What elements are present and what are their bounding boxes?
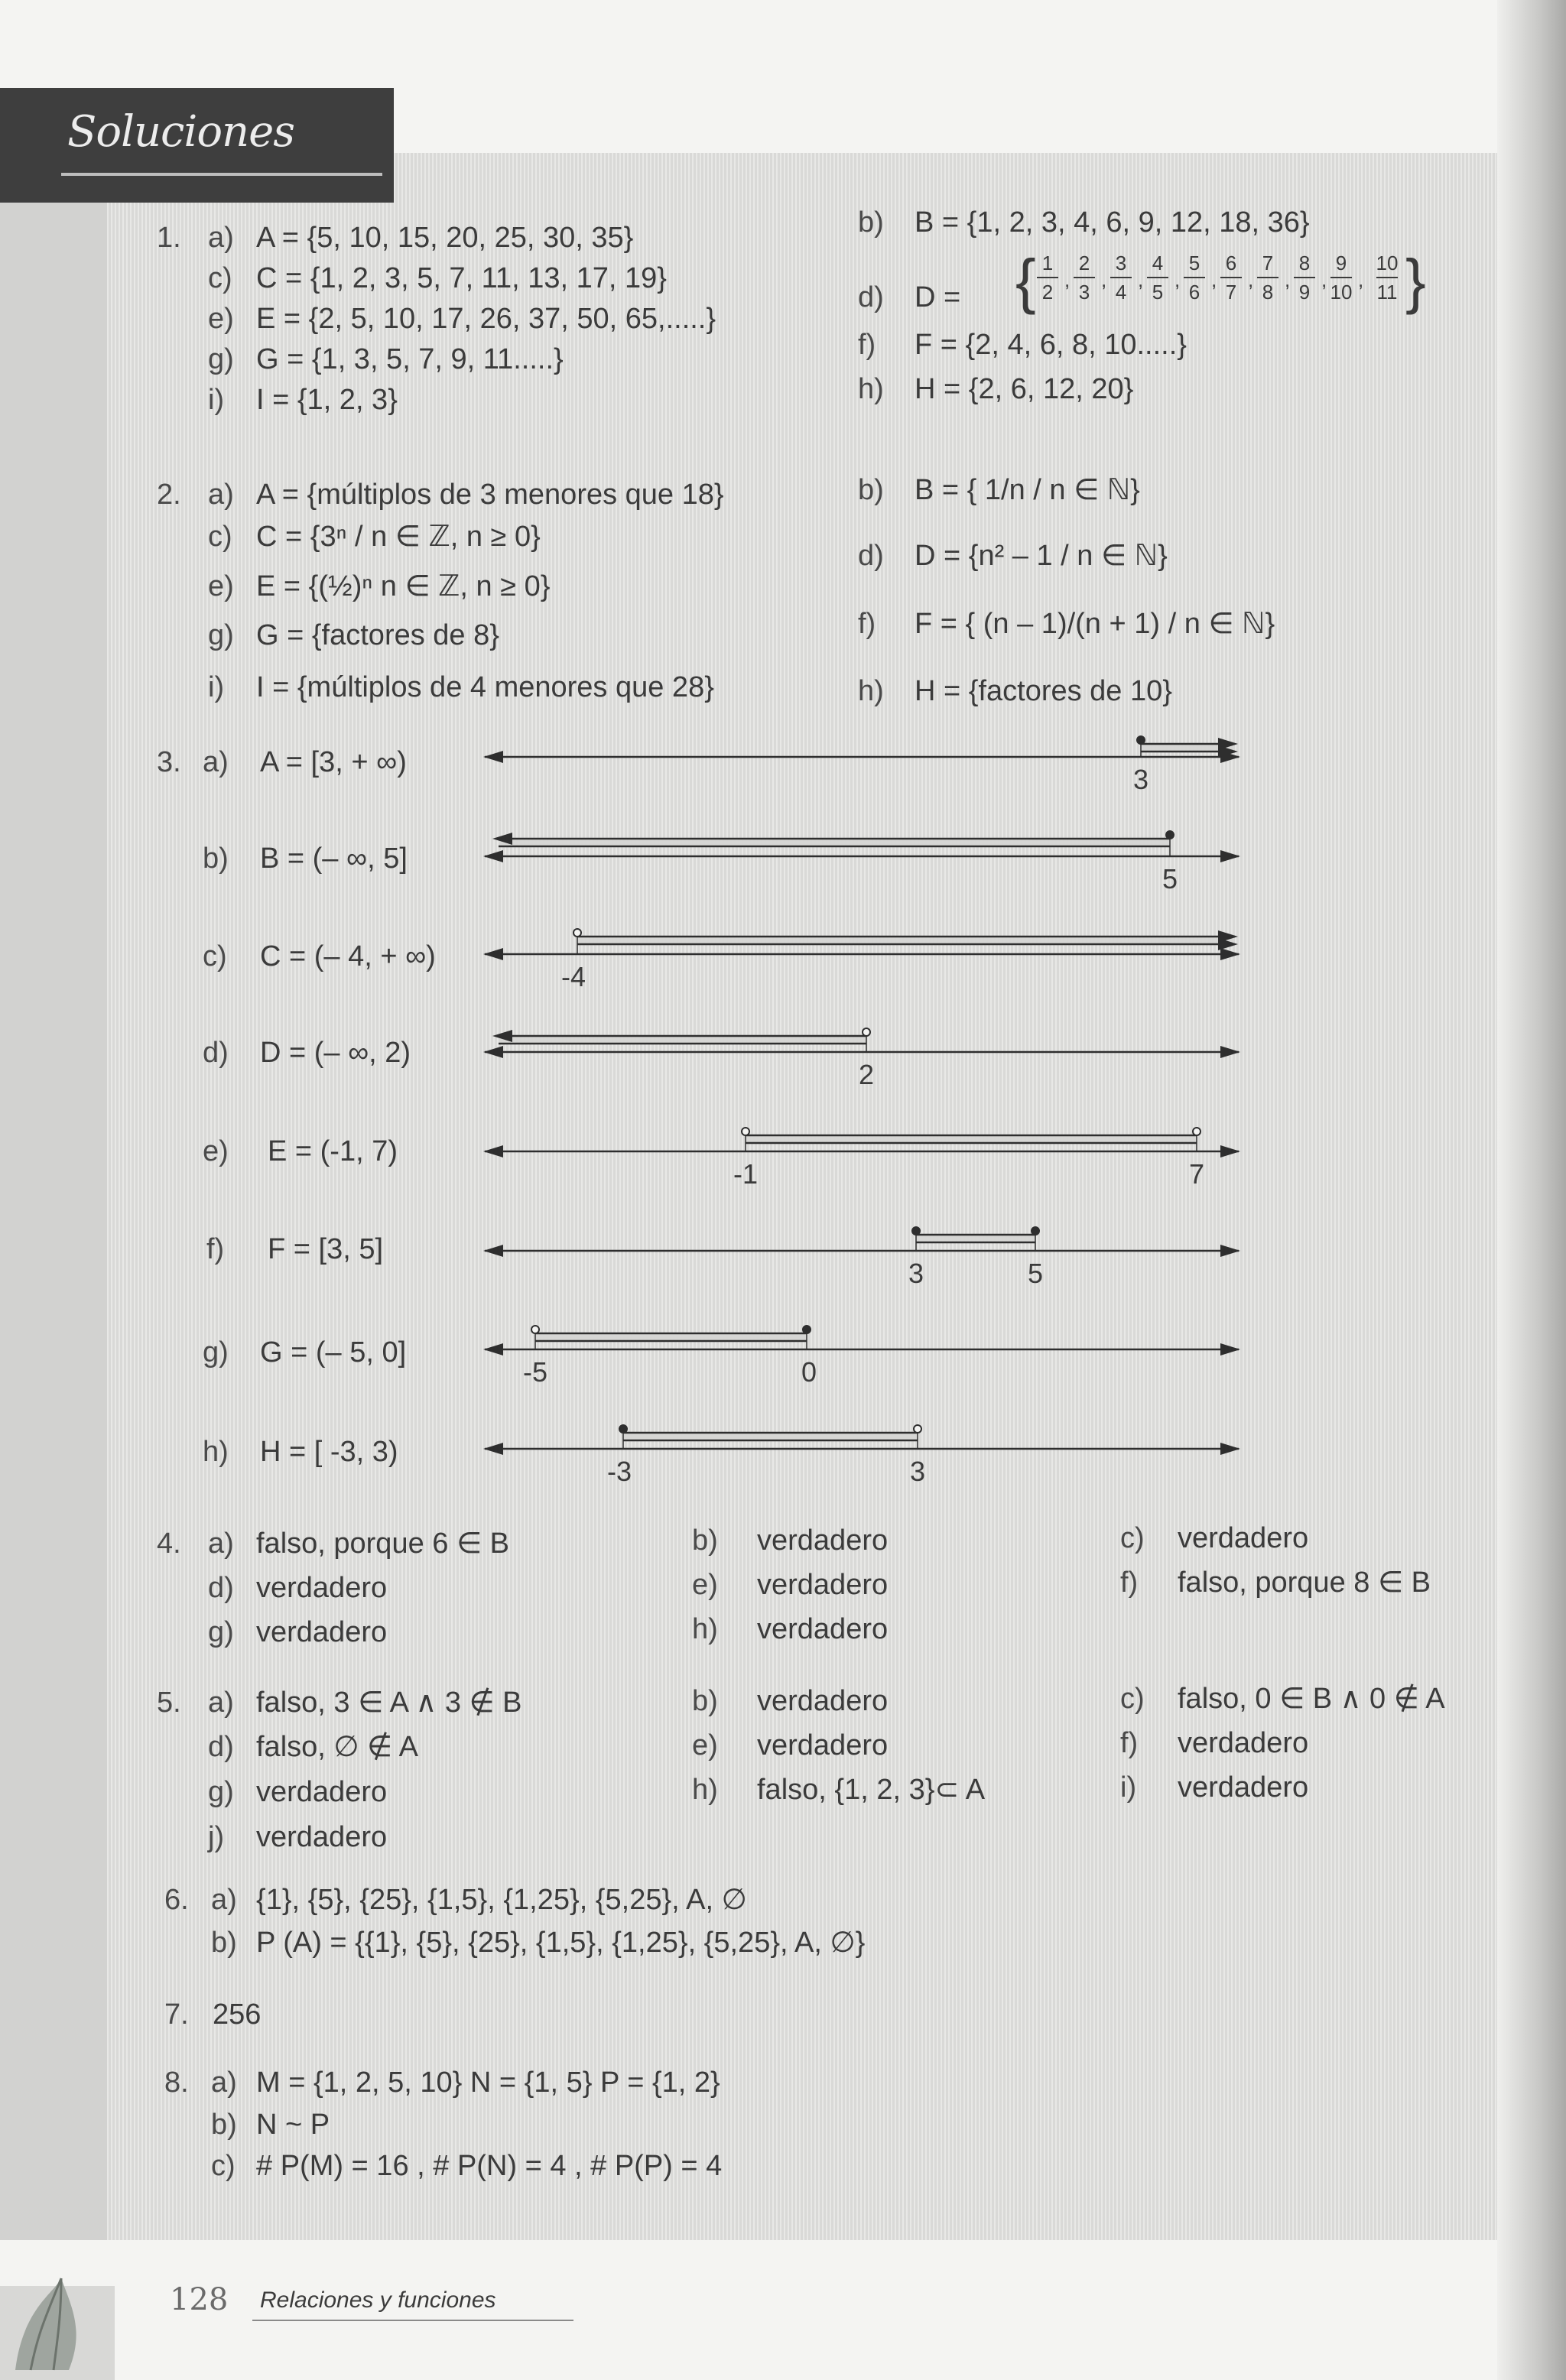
interval-band-fill [577,937,1235,944]
item-label: b) [211,2109,237,2141]
header-underline [61,173,382,176]
number-line-h [482,1418,1262,1487]
item-label: b) [858,474,884,506]
item-label: d) [858,281,884,313]
item-label: e) [203,1135,229,1167]
arrow-left [483,751,503,763]
fraction-denominator: 10 [1330,281,1353,304]
closed-endpoint [1137,736,1145,744]
interval-definition: A = [3, + ∞) [260,746,407,778]
open-endpoint [742,1128,749,1135]
answer-text: verdadero [757,1729,889,1761]
answer-text: falso, 0 ∈ B ∧ 0 ∉ A [1178,1683,1445,1715]
tick-label: 2 [858,1059,875,1090]
set-definition: A = {5, 10, 15, 20, 25, 30, 35} [256,222,634,254]
svg-text:{: { [1015,248,1036,315]
arrow-right [1220,1343,1240,1356]
answer-text: verdadero [757,1569,889,1601]
answer-text: verdadero [256,1616,388,1648]
answer-text: verdadero [757,1685,889,1717]
item-label: h) [203,1436,229,1468]
fraction-numerator: 6 [1225,252,1237,274]
answer-text: P (A) = {{1}, {5}, {25}, {1,5}, {1,25}, {5,25}, A, ∅} [256,1927,866,1959]
fraction-comma: , [1321,268,1327,291]
closed-endpoint [912,1227,920,1235]
answer-text: falso, ∅ ∉ A [256,1731,418,1763]
fraction-set [1015,248,1428,317]
fraction-numerator: 3 [1115,252,1127,274]
tick-label: 7 [1188,1158,1205,1190]
fraction-denominator: 8 [1262,281,1274,304]
item-label: f) [858,608,876,640]
interval-definition: G = (– 5, 0] [260,1336,407,1369]
fraction-comma: , [1101,268,1107,291]
interval-band-fill [499,1036,866,1044]
item-label: h) [858,373,884,405]
fraction-comma: , [1285,268,1291,291]
interval-definition: H = [ -3, 3) [260,1436,398,1468]
fraction-numerator: 9 [1335,252,1347,274]
set-definition: D = [915,281,961,313]
item-label: b) [692,1524,718,1557]
fraction-numerator: 7 [1262,252,1274,274]
item-label: b) [211,1927,237,1959]
item-label: b) [692,1685,718,1717]
item-label: e) [208,570,234,602]
tick-label: 3 [908,1258,924,1289]
item-label: a) [211,2067,237,2099]
closed-endpoint [1166,831,1174,839]
tick-label: -1 [733,1158,759,1190]
interval-definition: B = (– ∞, 5] [260,843,408,875]
arrow-left [483,1245,503,1257]
item-label: g) [208,1616,234,1648]
fraction-denominator: 11 [1376,281,1398,304]
set-definition: C = {3ⁿ / n ∈ ℤ, n ≥ 0} [256,521,541,553]
item-label: f) [858,329,876,361]
open-endpoint [1193,1128,1200,1135]
fraction-numerator: 1 [1041,252,1054,274]
interval-band-fill [623,1433,918,1440]
fraction-denominator: 3 [1078,281,1090,304]
item-label: a) [208,222,234,254]
item-label: h) [858,675,884,707]
answer-text: verdadero [1178,1522,1309,1554]
answer-text: N ~ P [256,2109,330,2141]
item-label: a) [208,1687,234,1719]
item-label: c) [211,2150,236,2182]
fraction-denominator: 9 [1298,281,1311,304]
answer-text: 256 [213,1998,262,2031]
item-label: c) [1120,1522,1145,1554]
svg-text:}: } [1405,248,1426,315]
set-definition: D = {n² – 1 / n ∈ ℕ} [915,540,1168,572]
item-label: h) [692,1774,718,1806]
item-label: d) [208,1572,234,1604]
answer-text: verdadero [256,1776,388,1808]
fraction-comma: , [1248,268,1254,291]
arrow-left [483,1046,503,1058]
number-line-b [482,826,1262,895]
closed-endpoint [619,1425,627,1433]
exercise-number: 4. [157,1528,181,1560]
tick-label: 3 [909,1456,926,1487]
arrow-right [1220,850,1240,862]
fraction-comma: , [1358,268,1364,291]
set-definition: E = {2, 5, 10, 17, 26, 37, 50, 65,.....} [256,303,716,335]
exercise-number: 6. [164,1884,189,1916]
item-label: a) [208,479,234,511]
interval-band-fill [916,1235,1035,1242]
answer-text: # P(M) = 16 , # P(N) = 4 , # P(P) = 4 [256,2150,723,2182]
answer-text: verdadero [757,1613,889,1645]
arrow-right [1220,1046,1240,1058]
arrow-left [483,1343,503,1356]
arrow-left [483,850,503,862]
answer-text: verdadero [1178,1771,1309,1804]
fraction-set-figure [1015,248,1428,317]
item-label: e) [208,303,234,335]
fraction-denominator: 5 [1152,281,1164,304]
item-label: i) [208,384,225,416]
set-definition: F = {2, 4, 6, 8, 10.....} [915,329,1187,361]
exercise-number: 1. [157,222,181,254]
closed-endpoint [803,1326,811,1333]
number-line-e [482,1121,1262,1190]
tick-label: 3 [1132,764,1149,795]
item-label: d) [208,1731,234,1763]
interval-band-fill [746,1135,1197,1143]
page-edge-shadow [1497,0,1566,2380]
footer-title: Relaciones y funciones [260,2287,496,2313]
set-definition: I = {1, 2, 3} [256,384,398,416]
answer-text: verdadero [1178,1727,1309,1759]
page-title: Soluciones [67,107,294,157]
tick-label: -3 [606,1456,632,1487]
answer-text: falso, 3 ∈ A ∧ 3 ∉ B [256,1687,522,1719]
footer-rule [252,2320,573,2321]
fraction-denominator: 6 [1188,281,1200,304]
answer-text: falso, {1, 2, 3}⊂ A [757,1774,986,1806]
exercise-number: 7. [164,1998,189,2031]
closed-endpoint [1032,1227,1039,1235]
item-label: g) [208,1776,234,1808]
fraction-numerator: 10 [1376,252,1399,274]
fraction-comma: , [1138,268,1144,291]
exercise-number: 2. [157,479,181,511]
corner-decoration [0,2255,115,2380]
fraction-numerator: 4 [1152,252,1164,274]
item-label: f) [1120,1567,1139,1599]
fraction-numerator: 2 [1078,252,1090,274]
item-label: c) [208,521,232,553]
interval-definition: E = (-1, 7) [268,1135,398,1167]
set-definition: B = { 1/n / n ∈ ℕ} [915,474,1140,506]
item-label: d) [203,1037,229,1069]
fraction-comma: , [1064,268,1071,291]
set-definition: H = {2, 6, 12, 20} [915,373,1134,405]
open-endpoint [863,1028,870,1036]
item-label: j) [208,1821,225,1853]
number-line-a [482,726,1262,795]
arrow-right [1220,948,1240,960]
interval-band-fill [535,1333,807,1341]
page-number: 128 [170,2282,229,2317]
answer-text: verdadero [256,1821,388,1853]
item-label: b) [858,206,884,239]
fraction-comma: , [1211,268,1217,291]
arrow-right [1220,1145,1240,1158]
item-label: c) [1120,1683,1145,1715]
set-definition: B = {1, 2, 3, 4, 6, 9, 12, 18, 36} [915,206,1310,239]
item-label: g) [208,343,234,375]
exercise-number: 5. [157,1687,181,1719]
arrow-left [483,1145,503,1158]
answer-text: verdadero [256,1572,388,1604]
set-definition: A = {múltiplos de 3 menores que 18} [256,479,724,511]
fraction-denominator: 4 [1115,281,1127,304]
set-definition: I = {múltiplos de 4 menores que 28} [256,671,714,703]
answer-text: falso, porque 6 ∈ B [256,1528,509,1560]
set-definition: H = {factores de 10} [915,675,1172,707]
item-label: f) [1120,1727,1139,1759]
item-label: a) [211,1884,237,1916]
item-label: e) [692,1729,718,1761]
item-label: a) [208,1528,234,1560]
tick-label: 5 [1027,1258,1044,1289]
tick-label: 5 [1162,863,1178,895]
tick-label: 0 [801,1356,817,1388]
set-definition: E = {(½)ⁿ n ∈ ℤ, n ≥ 0} [256,570,551,602]
answer-text: M = {1, 2, 5, 10} N = {1, 5} P = {1, 2} [256,2067,720,2099]
fraction-numerator: 8 [1298,252,1311,274]
interval-definition: F = [3, 5] [268,1233,384,1265]
item-label: d) [858,540,884,572]
open-endpoint [914,1425,921,1433]
item-label: g) [208,619,234,651]
interval-definition: D = (– ∞, 2) [260,1037,411,1069]
item-label: h) [692,1613,718,1645]
tick-label: -4 [560,961,586,992]
item-label: c) [203,940,227,972]
number-line-c [482,924,1262,992]
item-label: c) [208,262,232,294]
interval-definition: C = (– 4, + ∞) [260,940,436,972]
arrow-left [483,948,503,960]
item-label: i) [1120,1771,1137,1804]
arrow-right [1220,1245,1240,1257]
left-margin-strip [0,153,107,2240]
number-line-g [482,1319,1262,1388]
arrow-left [483,1443,503,1455]
answer-text: verdadero [757,1524,889,1557]
exercise-number: 8. [164,2067,189,2099]
tick-label: -5 [522,1356,548,1388]
exercise-number: 3. [157,746,181,778]
fraction-denominator: 2 [1041,281,1054,304]
fraction-comma: , [1174,268,1181,291]
arrow-right [1220,1443,1240,1455]
set-definition: F = { (n – 1)/(n + 1) / n ∈ ℕ} [915,608,1275,640]
item-label: e) [692,1569,718,1601]
open-endpoint [531,1326,539,1333]
fraction-numerator: 5 [1188,252,1200,274]
item-label: g) [203,1336,229,1369]
item-label: i) [208,671,225,703]
set-definition: C = {1, 2, 3, 5, 7, 11, 13, 17, 19} [256,262,667,294]
item-label: b) [203,843,229,875]
answer-text: {1}, {5}, {25}, {1,5}, {1,25}, {5,25}, A, ∅ [256,1884,747,1916]
item-label: a) [203,746,229,778]
fraction-denominator: 7 [1225,281,1237,304]
open-endpoint [573,929,581,937]
item-label: f) [206,1233,225,1265]
interval-band-fill [499,839,1170,846]
answer-text: falso, porque 8 ∈ B [1178,1567,1431,1599]
number-line-d [482,1023,1262,1090]
set-definition: G = {factores de 8} [256,619,499,651]
set-definition: G = {1, 3, 5, 7, 9, 11.....} [256,343,564,375]
number-line-f [482,1220,1262,1289]
